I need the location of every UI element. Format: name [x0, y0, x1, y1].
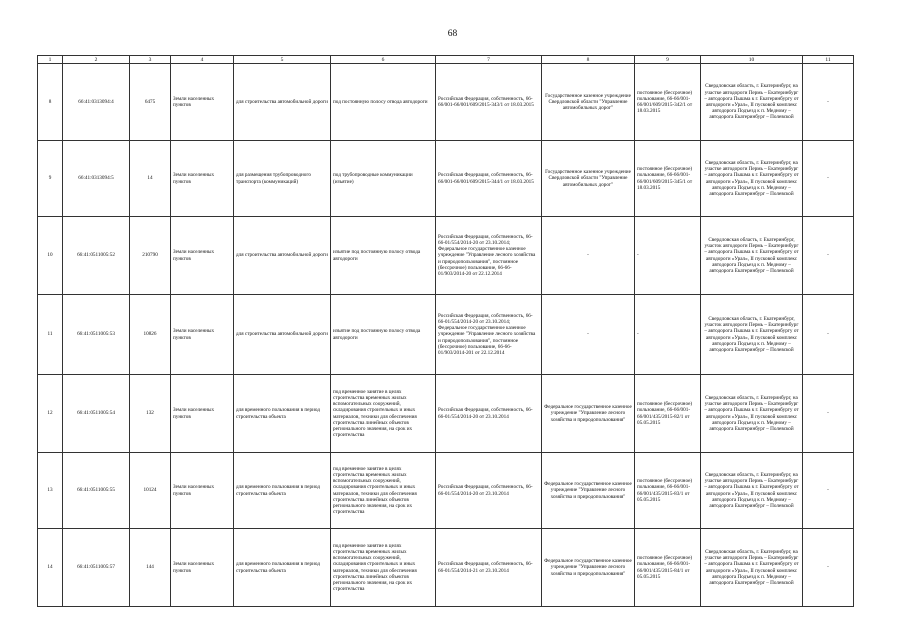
land-category: Земли населенных пунктов	[171, 64, 234, 141]
column-header: 6	[331, 56, 436, 64]
row-number: 8	[38, 64, 63, 141]
location-address: Свердловская область, г. Екатеринбург, на участке автодороги Пермь – Екатеринбург – автодорога Пышма к г. Екатеринбургу от автодороги «Урал», II пусковой комплекс автодорога Подъезд к п. Медному – автодорога Екатеринбург – Полевской	[701, 64, 803, 141]
holder-right: -	[635, 295, 701, 375]
row-number: 13	[38, 453, 63, 529]
area-value: 144	[130, 529, 171, 607]
permitted-use: для строительства автомобильной дороги	[234, 64, 331, 141]
table-body	[38, 56, 854, 607]
land-category: Земли населенных пунктов	[171, 375, 234, 453]
land-category: Земли населенных пунктов	[171, 453, 234, 529]
permitted-use: для временного пользования в период строительства объекта	[234, 529, 331, 607]
column-header: 10	[701, 56, 803, 64]
column-header: 5	[234, 56, 331, 64]
permitted-use: для временного пользования в период строительства объекта	[234, 453, 331, 529]
holder-right: постоянное (бессрочное) пользование, 66-66/001-66/001/435/2015-82/1 от 05.05.2015	[635, 375, 701, 453]
permitted-use: для строительства автомобильной дороги	[234, 295, 331, 375]
column-number-row	[38, 56, 854, 64]
table-row	[38, 529, 854, 607]
rights-holder: Федеральное государственное казенное учреждение "Управление лесного хозяйства и природопользования"	[542, 375, 635, 453]
area-value: 14	[130, 141, 171, 217]
holder-right: постоянное (бессрочное) пользование, 66-66/001-66/001/609/2015-342/1 от 18.03.2015	[635, 64, 701, 141]
permitted-use: для временного пользования в период строительства объекта	[234, 375, 331, 453]
page-number: 68	[447, 29, 458, 39]
column-header: 9	[635, 56, 701, 64]
column-header: 4	[171, 56, 234, 64]
column-header: 7	[436, 56, 542, 64]
land-category: Земли населенных пунктов	[171, 529, 234, 607]
area-value: 6475	[130, 64, 171, 141]
rights-holder: -	[542, 217, 635, 295]
column-header: 11	[803, 56, 854, 64]
row-number: 9	[38, 141, 63, 217]
right-basis: Российская Федерация, собственность, 66-66-01/554/2014-20 от 23.10.2014; Федеральное государственное казенное учреждение "Управление лесного хозяйства и природопользования", постоянное (бессрочное) пользование, 66-66-01/903/2014-201 от 22.12.2014	[436, 295, 542, 375]
cadastral-number: 66:41:0511005:53	[63, 295, 130, 375]
right-basis: Российская Федерация, собственность, 66-66-01/554/2014-20 от 23.10.2014	[436, 375, 542, 453]
note-cell: -	[803, 375, 854, 453]
table-row	[38, 453, 854, 529]
note-cell: -	[803, 529, 854, 607]
column-header: 2	[63, 56, 130, 64]
note-cell: -	[803, 453, 854, 529]
table-row	[38, 64, 854, 141]
encumbrance-type: изъятие под постоянную полосу отвода автодороги	[331, 295, 436, 375]
location-address: Свердловская область, г. Екатеринбург, участок автодороги Пермь – Екатеринбург – автодорога Пышма к г. Екатеринбургу от автодороги «Урал», II пусковой комплекс автодорога Подъезд к п. Медному – автодорога Екатеринбург – Полевской	[701, 295, 803, 375]
table-row	[38, 141, 854, 217]
permitted-use: для размещения трубопроводного транспорта (коммуникаций)	[234, 141, 331, 217]
land-category: Земли населенных пунктов	[171, 217, 234, 295]
location-address: Свердловская область, г. Екатеринбург, на участке автодороги Пермь – Екатеринбург – автодорога Пышма к г. Екатеринбургу от автодороги «Урал», II пусковой комплекс автодорога Подъезд к п. Медному – автодорога Екатеринбург – Полевской	[701, 141, 803, 217]
cadastral-number: 66:41:0511005:54	[63, 375, 130, 453]
note-cell: -	[803, 295, 854, 375]
row-number: 12	[38, 375, 63, 453]
column-header: 3	[130, 56, 171, 64]
encumbrance-type: под трубопроводные коммуникации (изъятие)	[331, 141, 436, 217]
location-address: Свердловская область, г. Екатеринбург, участок автодороги Пермь – Екатеринбург – автодорога Пышма к г. Екатеринбургу от автодороги «Урал», II пусковой комплекс автодорога Подъезд к п. Медному – автодорога Екатеринбург – Полевской	[701, 217, 803, 295]
encumbrance-type: под временное занятие в целях строительства временных жилых вспомогательных сооружений, складирования строительных и иных материалов, техники для обеспечения строительства линейных объектов регионального значения, на срок их строительства	[331, 375, 436, 453]
note-cell: -	[803, 217, 854, 295]
cadastral-number: 66:41:0511005:57	[63, 529, 130, 607]
holder-right: постоянное (бессрочное) пользование, 66-66/001-66/001/435/2015-83/1 от 05.05.2015	[635, 453, 701, 529]
cadastral-number: 66:41:0511005:55	[63, 453, 130, 529]
column-header: 1	[38, 56, 63, 64]
location-address: Свердловская область, г. Екатеринбург, на участке автодороги Пермь – Екатеринбург – автодорога Пышма к г. Екатеринбургу от автодороги «Урал», II пусковой комплекс автодорога Подъезд к п. Медному – автодорога Екатеринбург – Полевской	[701, 453, 803, 529]
right-basis: Российская Федерация, собственность, 66-66-01/554/2014-20 от 23.10.2014	[436, 453, 542, 529]
right-basis: Российская Федерация, собственность, 66-66-01/554/2014-20 от 23.10.2014; Федеральное государственное казенное учреждение "Управление лесного хозяйства и природопользования", постоянное (бессрочное) пользование, 66-66-01/903/2014-20 от 22.12.2014	[436, 217, 542, 295]
cadastral-number: 66:41:0313094:5	[63, 141, 130, 217]
right-basis: Российская Федерация, собственность, 66-66/001-66/001/609/2015-343/1 от 18.03.2015	[436, 64, 542, 141]
table-row	[38, 375, 854, 453]
rights-holder: Государственное казенное учреждение Свердловской области "Управление автомобильных дорог"	[542, 141, 635, 217]
note-cell: -	[803, 141, 854, 217]
land-category: Земли населенных пунктов	[171, 295, 234, 375]
location-address: Свердловская область, г. Екатеринбург, на участке автодороги Пермь – Екатеринбург – автодорога Пышма к г. Екатеринбургу от автодороги «Урал», II пусковой комплекс автодорога Подъезд к п. Медному – автодорога Екатеринбург – Полевской	[701, 375, 803, 453]
location-address: Свердловская область, г. Екатеринбург, на участке автодороги Пермь – Екатеринбург – автодорога Пышма к г. Екатеринбургу от автодороги «Урал», II пусковой комплекс автодорога Подъезд к п. Медному – автодорога Екатеринбург – Полевской	[701, 529, 803, 607]
holder-right: постоянное (бессрочное) пользование, 66-66/001-66/001/435/2015-84/1 от 05.05.2015	[635, 529, 701, 607]
row-number: 11	[38, 295, 63, 375]
holder-right: -	[635, 217, 701, 295]
cadastral-number: 66:41:0511005:52	[63, 217, 130, 295]
holder-right: постоянное (бессрочное) пользование, 66-66/001-66/001/609/2015-345/1 от 18.03.2015	[635, 141, 701, 217]
column-header: 8	[542, 56, 635, 64]
land-register-table	[37, 55, 854, 607]
area-value: 132	[130, 375, 171, 453]
encumbrance-type: под временное занятие в целях строительства временных жилых вспомогательных сооружений, складирования строительных и иных материалов, техники для обеспечения строительства линейных объектов регионального значения, на срок их строительства	[331, 529, 436, 607]
table-row	[38, 295, 854, 375]
row-number: 14	[38, 529, 63, 607]
note-cell: -	[803, 64, 854, 141]
rights-holder: Федеральное государственное казенное учреждение "Управление лесного хозяйства и природопользования"	[542, 529, 635, 607]
table-row	[38, 217, 854, 295]
area-value: 10826	[130, 295, 171, 375]
rights-holder: -	[542, 295, 635, 375]
encumbrance-type: под постоянную полосу отвода автодороги	[331, 64, 436, 141]
area-value: 210790	[130, 217, 171, 295]
row-number: 10	[38, 217, 63, 295]
area-value: 10124	[130, 453, 171, 529]
permitted-use: для строительства автомобильной дороги	[234, 217, 331, 295]
cadastral-number: 66:41:0313094:4	[63, 64, 130, 141]
rights-holder: Государственное казенное учреждение Свердловской области "Управление автомобильных дорог"	[542, 64, 635, 141]
encumbrance-type: изъятие под постоянную полосу отвода автодороги	[331, 217, 436, 295]
right-basis: Российская Федерация, собственность, 66-66-01/554/2014-21 от 23.10.2014	[436, 529, 542, 607]
land-category: Земли населенных пунктов	[171, 141, 234, 217]
right-basis: Российская Федерация, собственность, 66-66/001-66/001/609/2015-344/1 от 18.03.2015	[436, 141, 542, 217]
rights-holder: Федеральное государственное казенное учреждение "Управление лесного хозяйства и природопользования"	[542, 453, 635, 529]
encumbrance-type: под временное занятие в целях строительства временных жилых вспомогательных сооружений, складирования строительных и иных материалов, техники для обеспечения строительства линейных объектов регионального значения, на срок их строительства	[331, 453, 436, 529]
